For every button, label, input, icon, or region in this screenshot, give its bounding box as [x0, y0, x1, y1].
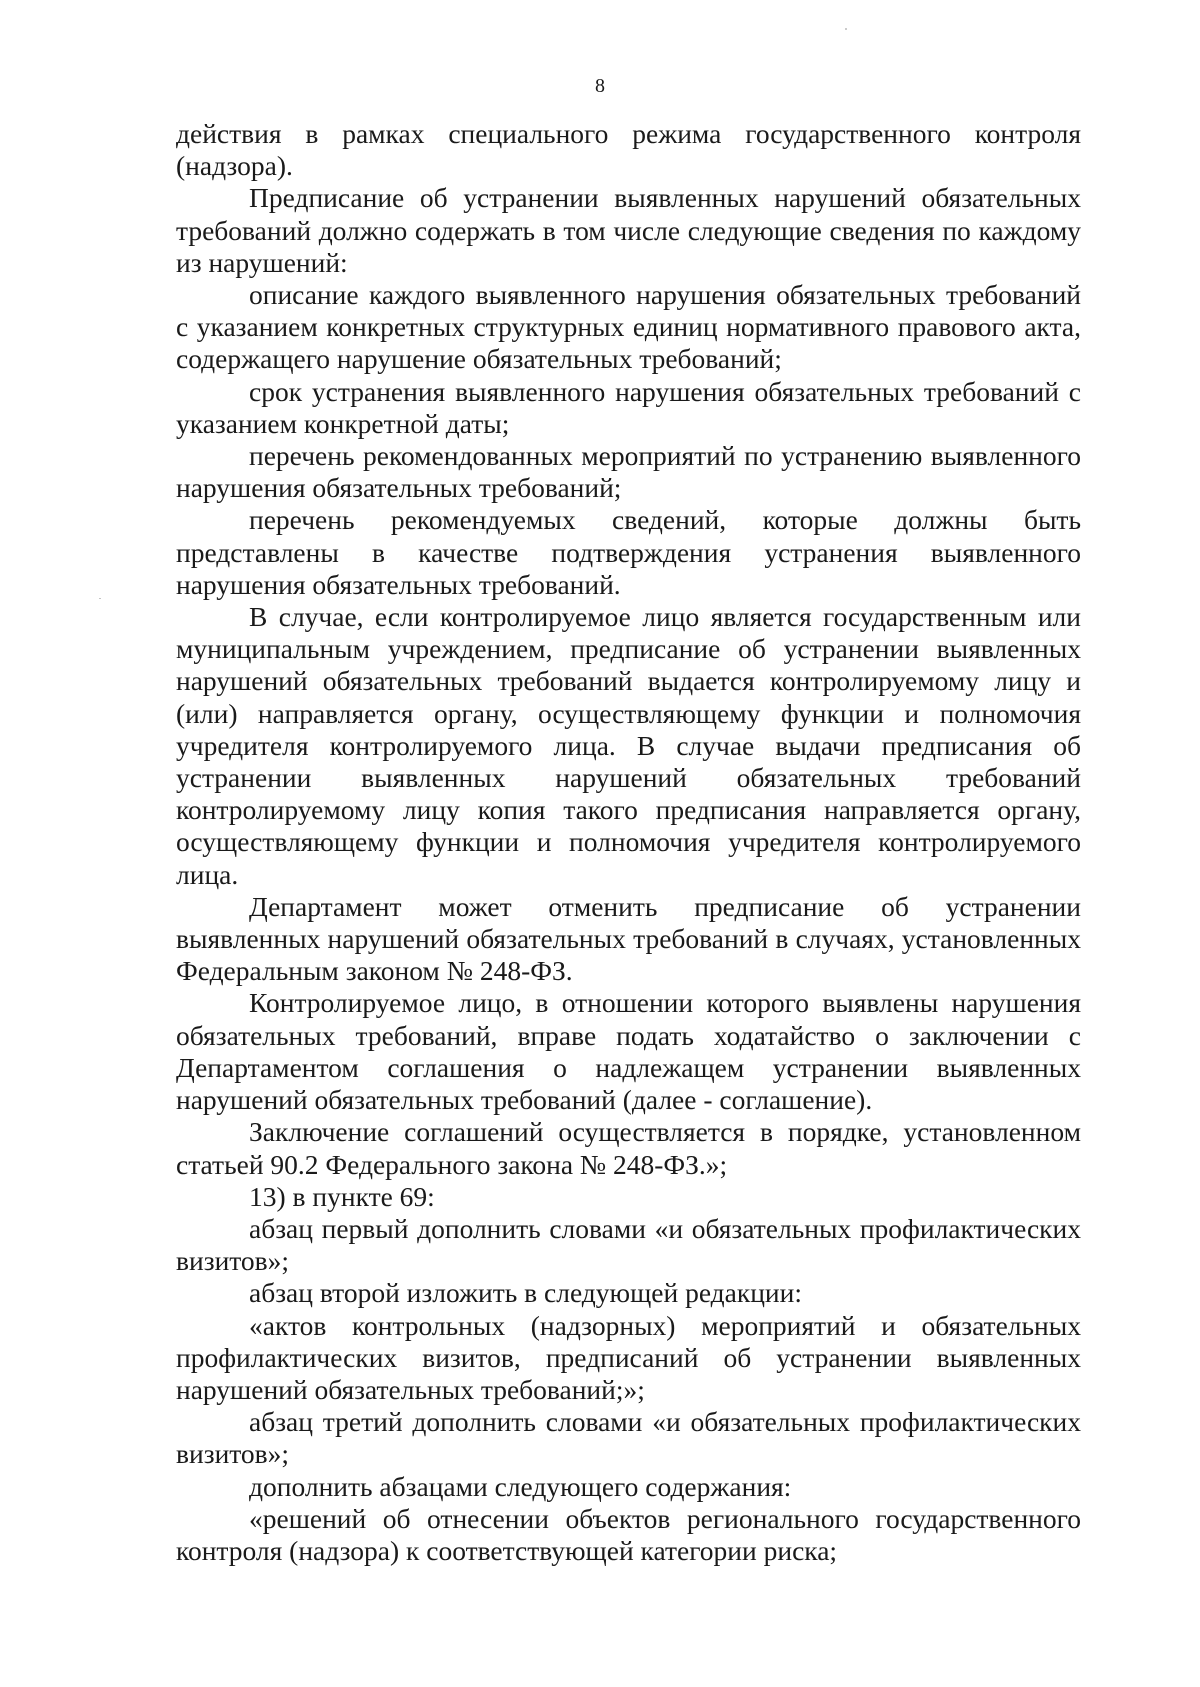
paragraph: срок устранения выявленного нарушения обязательных требований с указанием конкретной даты;: [176, 375, 1081, 439]
paragraph: Предписание об устранении выявленных нарушений обязательных требований должно содержать в том числе следующие сведения по каждому из нарушений:: [176, 182, 1081, 278]
paragraph: 13) в пункте 69:: [249, 1180, 435, 1212]
paragraph: Заключение соглашений осуществляется в порядке, установленном статьей 90.2 Федерального закона № 248-ФЗ.»;: [176, 1116, 1081, 1180]
paragraph: В случае, если контролируемое лицо является государственным или муниципальным учреждением, предписание об устранении выявленных нарушений обязательных требований выдается контролируемому лицу и (или) направляется органу, осуществляющему функции и полномочия учредителя контролируемого лица. В случае выдачи предписания об устранении выявленных нарушений обязательных требований контролируемому лицу копия такого предписания направляется органу, осуществляющему функции и полномочия учредителя контролируемого лица.: [176, 601, 1081, 890]
paragraph: Департамент может отменить предписание об устранении выявленных нарушений обязательных требований в случаях, установленных Федеральным законом № 248-ФЗ.: [176, 890, 1081, 987]
scan-speck: [845, 28, 847, 30]
paragraph: описание каждого выявленного нарушения обязательных требований с указанием конкретных структурных единиц нормативного правового акта, содержащего нарушение обязательных требований;: [176, 279, 1081, 375]
page-number: 8: [595, 75, 605, 97]
paragraph: перечень рекомендуемых сведений, которые должны быть представлены в качестве подтверждения устранения выявленного нарушения обязательных требований.: [176, 504, 1081, 600]
paragraph: абзац второй изложить в следующей редакции:: [249, 1277, 803, 1309]
paragraph: «актов контрольных (надзорных) мероприятий и обязательных профилактических визитов, предписаний об устранении выявленных нарушений обязательных требований;»;: [176, 1309, 1081, 1405]
paragraph: абзац первый дополнить словами «и обязательных профилактических визитов»;: [176, 1212, 1081, 1277]
paragraph: действия в рамках специального режима государственного контроля (надзора).: [176, 118, 1081, 182]
paragraph: дополнить абзацами следующего содержания:: [249, 1470, 792, 1502]
document-body: [176, 118, 1081, 1567]
paragraph: Контролируемое лицо, в отношении которого выявлены нарушения обязательных требований, вправе подать ходатайство о заключении с Департаментом соглашения о надлежащем устранении выявленных нарушений обязательных требований (далее - соглашение).: [176, 987, 1081, 1116]
paragraph: «решений об отнесении объектов регионального государственного контроля (надзора) к соответствующей категории риска;: [176, 1502, 1081, 1566]
scan-speck: [99, 598, 101, 599]
paragraph: абзац третий дополнить словами «и обязательных профилактических визитов»;: [176, 1406, 1081, 1470]
paragraph: перечень рекомендованных мероприятий по устранению выявленного нарушения обязательных требований;: [176, 440, 1081, 504]
